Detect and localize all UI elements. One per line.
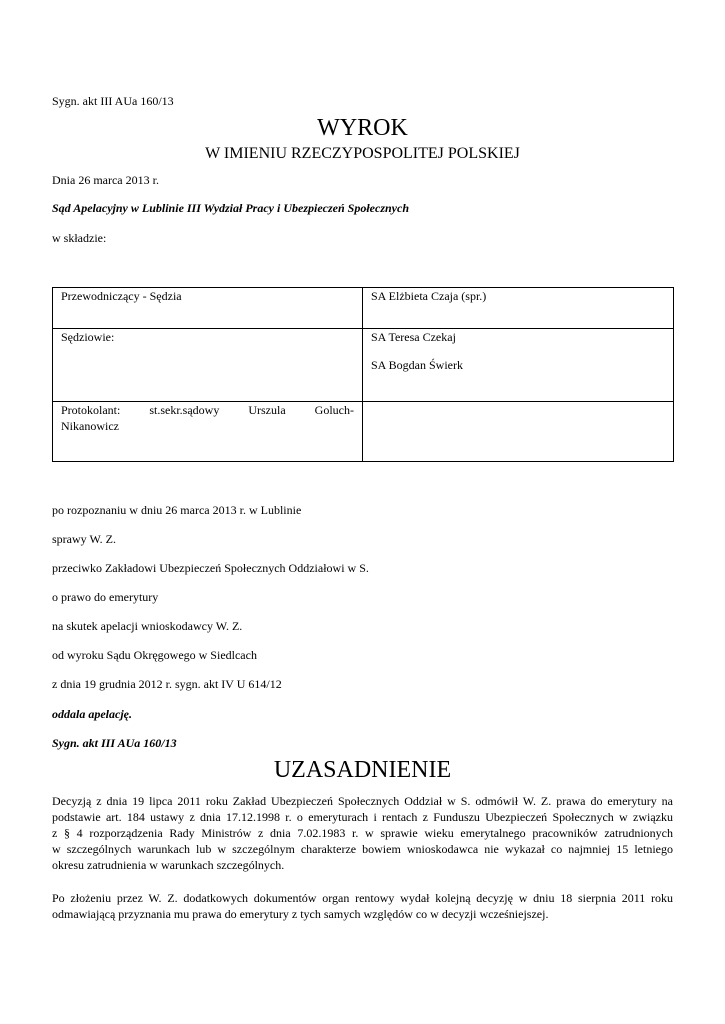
justification-title: UZASADNIENIE <box>273 757 452 783</box>
composition-label: w składzie: <box>52 231 107 245</box>
table-row <box>53 402 674 462</box>
judge-name: SA Bogdan Świerk <box>371 358 464 372</box>
paragraph-line: w szczególnych warunkach lub w szczególnym charakterze bowiem wnioskodawca nie wykazał co najmniej 15 letniego <box>52 842 673 856</box>
paragraph-line: podstawie art. 184 ustawy z dnia 17.12.1998 r. o emeryturach i rentach z Funduszu Ubezpieczeń Społecznych w związku <box>52 810 673 824</box>
justification-paragraph-2 <box>52 890 673 922</box>
judges-cell <box>363 329 674 402</box>
proceedings-line: przeciwko Zakładowi Ubezpieczeń Społecznych Oddziałowi w S. <box>52 561 369 575</box>
judgment-date: Dnia 26 marca 2013 r. <box>52 173 159 187</box>
document-subtitle: W IMIENIU RZECZYPOSPOLITEJ POLSKIEJ <box>205 145 520 162</box>
paragraph-line: odmawiającą przyznania mu prawa do emerytury z tych samych względów co w decyzji wcześniejszej. <box>52 907 549 921</box>
presiding-name: SA Elżbieta Czaja (spr.) <box>363 288 674 329</box>
clerk-line: Nikanowicz <box>61 419 119 433</box>
court-panel-table <box>52 287 674 462</box>
proceedings-line: od wyroku Sądu Okręgowego w Siedlcach <box>52 648 257 662</box>
presiding-label: Przewodniczący - Sędzia <box>53 288 363 329</box>
judge-name: SA Teresa Czekaj <box>371 330 456 344</box>
case-reference-2: Sygn. akt III AUa 160/13 <box>52 736 177 750</box>
paragraph-line: z § 4 rozporządzenia Rady Ministrów z dnia 7.02.1983 r. w sprawie wieku emerytalnego pracowników zatrudnionych <box>52 826 673 840</box>
proceedings-line: o prawo do emerytury <box>52 590 159 604</box>
ruling-text: oddala apelację. <box>52 707 132 721</box>
document-page <box>52 0 673 1024</box>
proceedings-line: po rozpoznaniu w dniu 26 marca 2013 r. w Lublinie <box>52 503 302 517</box>
paragraph-line: Decyzją z dnia 19 lipca 2011 roku Zakład Ubezpieczeń Społecznych Oddział w S. odmówił W. Z. prawa do emerytury na <box>52 794 673 808</box>
document-title: WYROK <box>317 115 408 141</box>
court-name: Sąd Apelacyjny w Lublinie III Wydział Pracy i Ubezpieczeń Społecznych <box>52 201 409 215</box>
clerk-line: Protokolant: st.sekr.sądowy Urszula Goluch- <box>61 403 354 417</box>
proceedings-line: sprawy W. Z. <box>52 532 116 546</box>
paragraph-line: okresu zatrudnienia w warunkach szczególnych. <box>52 858 285 872</box>
case-reference: Sygn. akt III AUa 160/13 <box>52 94 174 108</box>
clerk-cell <box>53 402 363 462</box>
table-row <box>53 329 674 402</box>
proceedings-line: z dnia 19 grudnia 2012 r. sygn. akt IV U 614/12 <box>52 677 282 691</box>
table-row <box>53 288 674 329</box>
empty-cell <box>363 402 674 462</box>
judges-label: Sędziowie: <box>53 329 363 402</box>
justification-paragraph-1 <box>52 793 673 873</box>
paragraph-line: Po złożeniu przez W. Z. dodatkowych dokumentów organ rentowy wydał kolejną decyzję w dniu 18 sierpnia 2011 roku <box>52 891 673 905</box>
proceedings-line: na skutek apelacji wnioskodawcy W. Z. <box>52 619 243 633</box>
